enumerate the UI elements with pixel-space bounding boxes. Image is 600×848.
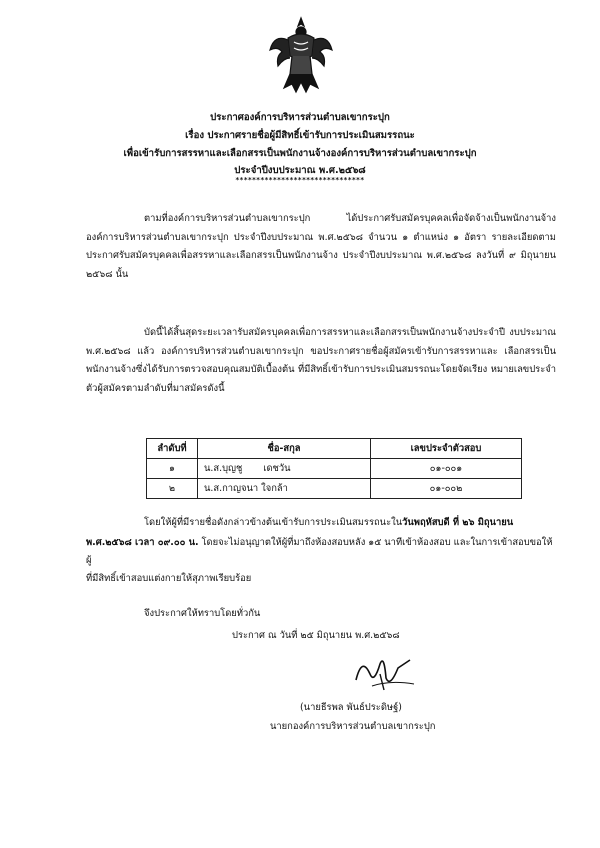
table-header-row [147, 439, 522, 459]
row-no: ๒ [147, 479, 198, 499]
title-line-2: เรื่อง ประกาศรายชื่อผู้มีสิทธิ์เข้ารับการประเมินสมรรถนะ [185, 130, 415, 141]
title-line-4: ประจำปีงบประมาณ พ.ศ.๒๕๖๘ [234, 165, 366, 176]
row-name: น.ส.บุญชู เดชวัน [198, 459, 371, 479]
row-exam-id: ๐๑-๐๐๑ [371, 459, 522, 479]
announce-text: จึงประกาศให้ทราบโดยทั่วกัน [144, 608, 261, 619]
row-exam-id: ๐๑-๐๐๒ [371, 479, 522, 499]
candidate-table [146, 438, 522, 499]
exam-time: พ.ศ.๒๕๖๘ เวลา ๐๙.๐๐ น. [86, 537, 199, 548]
table-row [147, 479, 522, 499]
notice-line-3: ที่มีสิทธิ์เข้าสอบแต่งกายให้สุภาพเรียบร้อย [86, 573, 252, 584]
paragraph-1: ตามที่องค์การบริหารส่วนตำบลเขากระปุก ได้ประกาศรับสมัครบุคคลเพื่อจัดจ้างเป็นพนักงานจ้าง องค์การบริหารส่วนตำบลเขากระปุก ประจำปีงบประมาณ พ.ศ.๒๕๖๘ จำนวน ๑ ตำแหน่ง ๑ อัตรา รายละเอียดตาม ประกาศรับสมัครบุคคลเพื่อสรรหาและเลือกสรรเป็นพนักงานจ้าง ประจำปีงบประมาณ พ.ศ.๒๕๖๘ ลงวันที่ ๙ มิถุนายน ๒๕๖๘ นั้น [86, 213, 556, 280]
table-row [147, 459, 522, 479]
column-header-no: ลำดับที่ [147, 439, 198, 459]
signature-icon [350, 650, 420, 692]
garuda-emblem-icon [268, 16, 334, 98]
column-header-exam-id: เลขประจำตัวสอบ [371, 439, 522, 459]
signer-name: (นายธีรพล พันธ์ประดิษฐ์) [300, 702, 402, 713]
row-no: ๑ [147, 459, 198, 479]
notice-text: โดยให้ผู้ที่มีรายชื่อดังกล่าวข้างต้นเข้ารับการประเมินสมรรถนะใน [144, 517, 403, 528]
title-line-3: เพื่อเข้ารับการสรรหาและเลือกสรรเป็นพนักงานจ้างองค์การบริหารส่วนตำบลเขากระปุก [123, 148, 477, 159]
row-name: น.ส.กาญจนา ใจกล้า [198, 479, 371, 499]
paragraph-2: บัดนี้ได้สิ้นสุดระยะเวลารับสมัครบุคคลเพื่อการสรรหาและเลือกสรรเป็นพนักงานจ้างประจำปี งบประมาณ พ.ศ.๒๕๖๘ แล้ว องค์การบริหารส่วนตำบลเขากระปุก ขอประกาศรายชื่อผู้สมัครเข้ารับการสรรหาและ เลือกสรรเป็นพนักงานจ้างซึ่งได้รับการตรวจสอบคุณสมบัติเบื้องต้น ที่มีสิทธิ์เข้ารับการประเมินสมรรถนะโดยจัดเรียง หมายเลขประจำตัวผู้สมัครตามลำดับที่มาสมัครดังนี้ [86, 327, 556, 394]
notice-rules: โดยจะไม่อนุญาตให้ผู้ที่มาถึงห้องสอบหลัง ๑๕ นาทีเข้าห้องสอบ และในการเข้าสอบขอให้ผู้ [86, 537, 553, 566]
column-header-name: ชื่อ-สกุล [198, 439, 371, 459]
signer-title: นายกองค์การบริหารส่วนตำบลเขากระปุก [270, 721, 436, 732]
separator-dots: ******************************* [235, 176, 365, 184]
announce-date: ประกาศ ณ วันที่ ๒๕ มิถุนายน พ.ศ.๒๕๖๘ [232, 630, 400, 641]
exam-date: วันพฤหัสบดี ที่ ๒๖ มิถุนายน [402, 517, 514, 528]
notice-line-2 [86, 534, 556, 570]
title-line-1: ประกาศองค์การบริหารส่วนตำบลเขากระปุก [210, 112, 390, 123]
notice-line-1 [144, 515, 513, 530]
